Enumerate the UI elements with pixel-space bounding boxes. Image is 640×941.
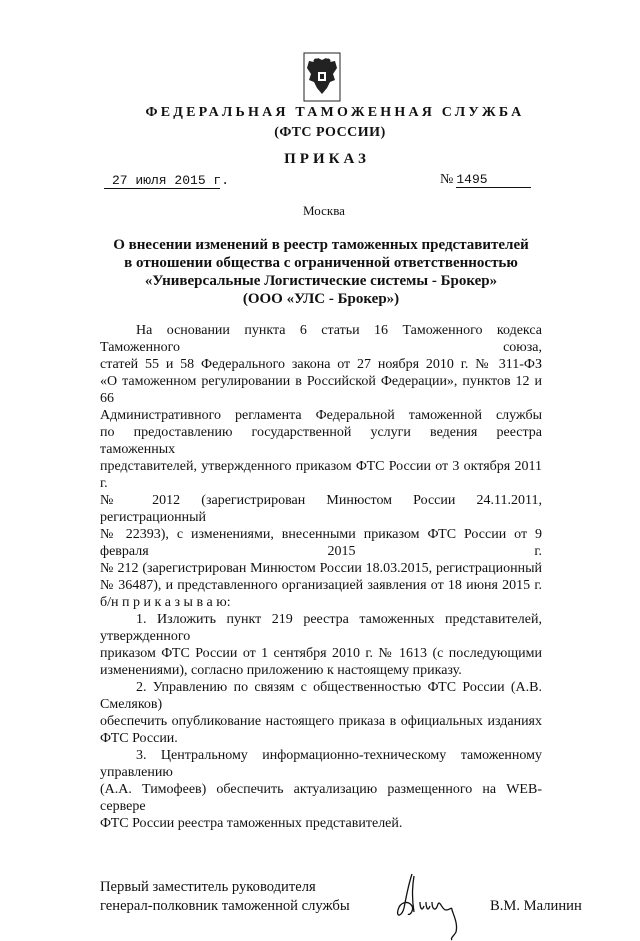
text-line: 2. Управлению по связям с общественностью ФТС России (А.В. Смеляков) [100,680,542,712]
text-line: 1. Изложить пункт 219 реестра таможенных представителей, утвержденного [100,612,542,644]
text-line: № 22393), с изменениями, внесенными приказом ФТС России от 9 февраля 2015 г. [100,527,542,559]
organization-short-name: (ФТС РОССИИ) [274,125,386,140]
number-value: 1495 [456,172,531,188]
signature-block [100,878,582,941]
text-line: Административного регламента Федеральной таможенной службы [100,408,542,423]
text-line: изменениями), согласно приложению к настоящему приказу. [100,663,462,678]
text-line: обеспечить опубликование настоящего приказа в официальных изданиях [100,714,542,729]
text-line: 3. Центральному информационно-техническому таможенному управлению [100,748,542,780]
order-item-1 [100,611,542,679]
text-line: по предоставлению государственной услуги ведения реестра таможенных [100,425,542,457]
text-line: «О таможенном регулировании в Российской Федерации», пунктов 12 и 66 [100,374,542,406]
text-line: б/н п р и к а з ы в а ю: [100,595,231,610]
preamble-paragraph [100,322,542,611]
signatory-name: В.М. Малинин [490,898,582,914]
text-line: (А.А. Тимофеев) обеспечить актуализацию размещенного на WEB-сервере [100,782,542,814]
document-content [100,236,582,941]
text-line: ФТС России. [100,731,178,746]
organization-name: ФЕДЕРАЛЬНАЯ ТАМОЖЕННАЯ СЛУЖБА [145,105,525,120]
coat-of-arms-icon [303,52,341,102]
order-item-2 [100,679,542,747]
position-line: Первый заместитель руководителя [100,879,316,895]
title-line: О внесении изменений в реестр таможенных представителей [113,237,529,253]
number-label: № [440,172,454,187]
text-line: № 2012 (зарегистрирован Минюстом России 24.11.2011, регистрационный [100,493,542,525]
text-line: статей 55 и 58 Федерального закона от 27 ноября 2010 г. № 311-ФЗ [100,357,542,372]
order-number [440,172,541,188]
city: Москва [303,203,345,218]
document-type: ПРИКАЗ [284,151,370,167]
position-line: генерал-полковник таможенной службы [100,898,350,914]
text-line: № 212 (зарегистрирован Минюстом России 18.03.2015, регистрационный [100,561,542,576]
order-item-3 [100,747,542,832]
text-line: ФТС России реестра таможенных представителей. [100,816,403,831]
order-date: 27 июля 2015 г. [104,173,220,189]
text-line: № 36487), и представленного организацией заявления от 18 июня 2015 г. [100,578,542,593]
document-title [100,236,542,308]
handwritten-signature [390,866,475,941]
text-line: представителей, утвержденного приказом ФТС России от 3 октября 2011 г. [100,459,542,491]
title-line: (ООО «УЛС - Брокер») [242,291,400,307]
signatory-position [100,878,390,916]
text-line: приказом ФТС России от 1 сентября 2010 г. № 1613 (с последующими [100,646,542,661]
title-line: в отношении общества с ограниченной ответственностью [124,255,518,271]
text-line: На основании пункта 6 статьи 16 Таможенного кодекса Таможенного союза, [100,323,542,355]
title-line: «Универсальные Логистические системы - Брокер» [144,273,498,289]
